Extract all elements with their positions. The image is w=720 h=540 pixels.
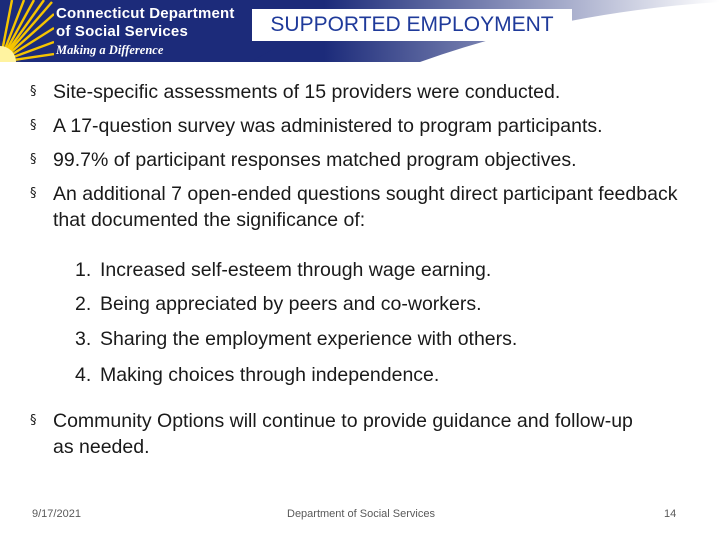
numbered-text: Increased self-esteem through wage earning. xyxy=(100,259,492,281)
numbered-text: Being appreciated by peers and co-workers. xyxy=(100,293,482,315)
closing-bullet-item xyxy=(30,408,700,464)
logo-tagline: Making a Difference xyxy=(56,43,164,57)
header-banner xyxy=(0,0,720,62)
numbered-text: Sharing the employment experience with others. xyxy=(100,328,518,350)
bullet-text: Site-specific assessments of 15 providers were conducted. xyxy=(53,81,561,103)
numbered-marker: 2. xyxy=(75,293,92,315)
bullet-marker: § xyxy=(30,84,37,99)
bullet-text: Community Options will continue to provide guidance and follow-up as needed. xyxy=(53,410,633,458)
bullet-marker: § xyxy=(30,118,37,133)
numbered-text: Making choices through independence. xyxy=(100,364,440,386)
bullet-marker: § xyxy=(30,186,37,201)
bullet-text: A 17-question survey was administered to program participants. xyxy=(53,115,603,137)
footer-page-number: 14 xyxy=(664,508,677,520)
bullet-text: 99.7% of participant responses matched program objectives. xyxy=(53,149,577,171)
bullet-marker: § xyxy=(30,413,37,428)
numbered-marker: 1. xyxy=(75,259,92,281)
bullet-marker: § xyxy=(30,152,37,167)
footer-date: 9/17/2021 xyxy=(32,508,81,520)
footer-center-text: Department of Social Services xyxy=(287,508,435,520)
numbered-marker: 4. xyxy=(75,364,92,386)
sun-logo-icon xyxy=(0,0,54,62)
logo-line-1: Connecticut Department xyxy=(56,5,235,22)
bullet-item xyxy=(30,181,700,237)
numbered-marker: 3. xyxy=(75,328,92,350)
logo-line-2: of Social Services xyxy=(56,23,189,40)
slide-title: SUPPORTED EMPLOYMENT xyxy=(252,9,572,41)
bullet-text: An additional 7 open-ended questions sought direct participant feedback that documented the significance of: xyxy=(53,183,678,231)
